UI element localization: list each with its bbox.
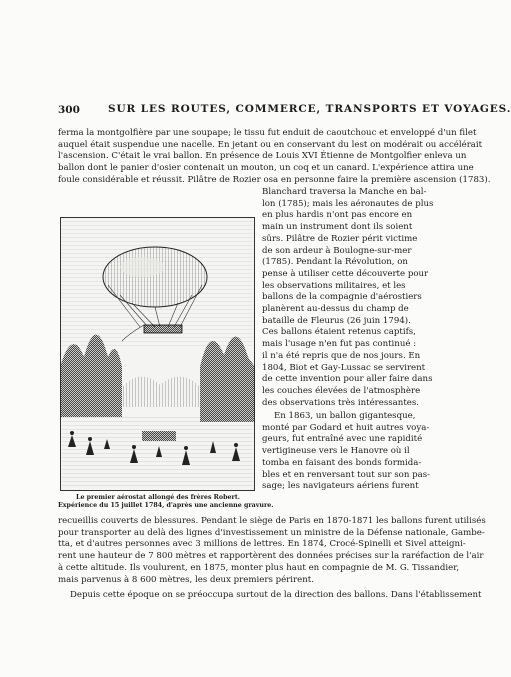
paragraph-last — [58, 590, 482, 602]
text-line: lon (1785); mais les aéronautes de plus — [262, 198, 434, 209]
text-line: auquel était suspendue une nacelle. En jetant ou en conservant du lest on modérait ou accélérait — [58, 139, 483, 150]
text-line: tta, et d'autres personnes avec 3 millions de lettres. En 1874, Crocé-Spinelli et Sivel atteigni- — [58, 539, 466, 550]
figure-caption — [58, 494, 274, 510]
text-line: rent une hauteur de 7 800 mètres et rapportèrent des données précises sur la raréfaction de l'air — [58, 551, 484, 562]
text-line: pense à utiliser cette découverte pour — [262, 268, 429, 279]
paragraph-top — [58, 128, 491, 187]
text-line: il n'a été repris que de nos jours. En — [262, 350, 421, 361]
crowd-icon — [62, 417, 253, 489]
text-line: les couches élevées de l'atmosphère — [262, 385, 421, 396]
text-line: tomba en faisant des bonds formida- — [262, 457, 422, 468]
text-line: de cette invention pour aller faire dans — [262, 374, 433, 385]
text-line: ferma la montgolfière par une soupape; le tissu fut enduit de caoutchouc et enveloppé d'un filet — [58, 128, 477, 138]
text-line: les observations militaires, et les — [262, 280, 406, 291]
text-line: planèrent au-dessus du champ de — [262, 304, 409, 315]
text-line: recueillis couverts de blessures. Pendant le siège de Paris en 1870-1871 les ballons furent utilisés — [58, 516, 486, 526]
text-line: vertigineuse vers le Hanovre où il — [262, 446, 410, 457]
caption-line: Le premier aérostat allongé des frères Robert. — [76, 494, 240, 501]
text-line: pour transporter au delà des lignes d'investissement un ministre de la Défense nationale, Gambe- — [58, 527, 485, 538]
page-number: 300 — [58, 104, 80, 116]
text-line: ballon dont le panier d'osier contenait un mouton, un coq et un canard. L'expérience attira une — [58, 163, 474, 174]
text-line: sûrs. Pilâtre de Rozier périt victime — [262, 233, 418, 244]
text-line: sage; les navigateurs aériens furent — [262, 481, 419, 492]
text-line: monté par Godard et huit autres voya- — [262, 422, 430, 433]
text-line: des observations très intéressantes. — [262, 397, 420, 408]
text-line: En 1863, un ballon gigantesque, — [274, 411, 416, 421]
running-head: SUR LES ROUTES, COMMERCE, TRANSPORTS ET VOYAGES. — [108, 103, 511, 115]
text-line: 1804, Biot et Gay-Lussac se servirent — [262, 362, 426, 373]
text-line: bles et en renversant tout sur son pas- — [262, 469, 431, 480]
text-line: de son ardeur à Boulogne-sur-mer — [262, 245, 412, 256]
paragraph-right-1 — [262, 187, 442, 409]
text-line: ballons de la compagnie d'aérostiers — [262, 292, 422, 303]
text-line: mais parvenus à 8 600 mètres, les deux premiers périrent. — [58, 574, 314, 585]
text-line: à cette altitude. Ils voulurent, en 1875, monter plus haut en compagnie de M. G. Tissandier, — [58, 562, 460, 573]
text-line: Depuis cette époque on se préoccupa surtout de la direction des ballons. Dans l'établissement — [70, 590, 482, 600]
text-line: foule considérable et réussit. Pilâtre de Rozier osa en personne faire la première ascension (1783). — [58, 174, 491, 185]
text-line: bataille de Fleurus (26 juin 1794). — [262, 315, 411, 326]
text-line: geurs, fut entraîné avec une rapidité — [262, 434, 423, 445]
page-header — [58, 103, 511, 120]
text-line: mais l'usage n'en fut pas continué : — [262, 339, 417, 350]
paragraph-right-2 — [262, 411, 442, 493]
text-line: l'ascension. C'était le vrai ballon. En présence de Louis XVI Étienne de Montgolfier enleva un — [58, 151, 467, 162]
text-line: (1785). Pendant la Révolution, on — [262, 257, 408, 268]
caption-line: Expérience du 15 juillet 1784, d'après une ancienne gravure. — [58, 502, 274, 509]
text-line: Blanchard traversa la Manche en bal- — [262, 187, 427, 197]
text-line: en plus hardis n'ont pas encore en — [262, 210, 413, 221]
balloon-engraving-illustration — [60, 217, 255, 491]
text-line: Ces ballons étaient retenus captifs, — [262, 327, 416, 338]
engraving-figure — [60, 217, 255, 491]
paragraph-bottom — [58, 516, 486, 586]
text-line: main un instrument dont ils soient — [262, 222, 413, 233]
